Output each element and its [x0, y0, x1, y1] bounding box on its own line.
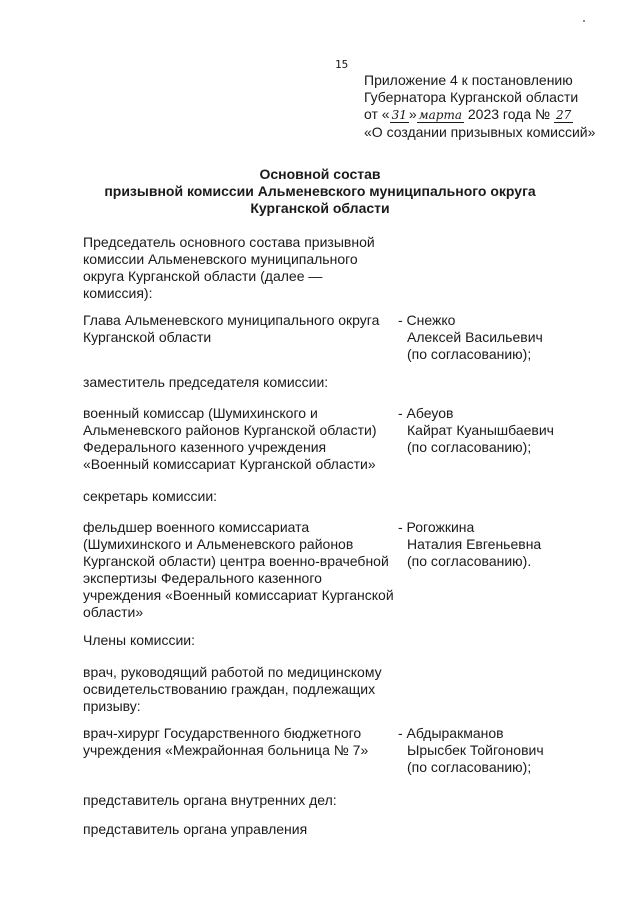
person-note: (по согласованию); [407, 346, 532, 362]
person-name: Наталия Евгеньевна [407, 536, 542, 552]
surgeon-role [83, 725, 403, 759]
document-title [0, 166, 640, 217]
person-surname: - Снежко [398, 312, 456, 328]
person-note: (по согласованию); [407, 439, 532, 455]
members-header: Члены комиссии: [83, 632, 196, 648]
role-line: фельдшер военного комиссариата [83, 519, 310, 535]
role-line: Глава Альменевского муниципального округа [83, 312, 380, 328]
doctor-header [83, 664, 382, 715]
chairman-header [83, 234, 375, 302]
chairman-header-line: округа Курганской области (далее — [83, 268, 323, 284]
secretary-role [83, 519, 403, 621]
person-name: Алексей Васильевич [407, 329, 543, 345]
role-line: врач-хирург Государственного бюджетного [83, 725, 362, 741]
appendix-header [364, 72, 595, 141]
chairman-person [398, 312, 543, 363]
role-line: учреждения «Военный комиссариат Курганской [83, 587, 394, 603]
role-line: области» [83, 604, 144, 620]
person-surname: - Рогожкина [398, 519, 475, 535]
handwritten-month: марта [418, 108, 462, 122]
role-line: Альменевского районов Курганской области) [83, 422, 377, 438]
person-note: (по согласованию); [407, 759, 532, 775]
appendix-line-4: «О создании призывных комиссий» [364, 124, 596, 140]
appendix-line-1: Приложение 4 к постановлению [364, 72, 573, 88]
person-name: Ырысбек Тойгонович [407, 742, 544, 758]
doctor-header-line: призыву: [83, 698, 141, 714]
chairman-header-line: комиссия): [83, 285, 153, 301]
title-line-1: Основной состав [259, 166, 381, 182]
chairman-header-line: комиссии Альменевского муниципального [83, 251, 358, 267]
secretary-header: секретарь комиссии: [83, 488, 218, 504]
appendix-date-quote: » [408, 106, 417, 122]
role-line: Курганской области [83, 329, 212, 345]
chairman-header-line: Председатель основного состава призывной [83, 234, 375, 250]
person-note: (по согласованию). [407, 553, 532, 569]
chairman-role [83, 312, 403, 346]
title-line-3: Курганской области [250, 200, 390, 216]
deputy-role [83, 405, 403, 473]
deputy-header: заместитель председателя комиссии: [83, 374, 329, 390]
person-surname: - Абдыракманов [398, 725, 504, 741]
role-line: военный комиссар (Шумихинского и [83, 405, 318, 421]
appendix-date-prefix: от « [364, 106, 390, 122]
appendix-year: 2023 года № [463, 106, 554, 122]
surgeon-person [398, 725, 544, 776]
police-header: представитель органа внутренних дел: [83, 792, 337, 808]
deputy-person [398, 405, 554, 456]
role-line: учреждения «Межрайонная больница № 7» [83, 742, 369, 758]
doctor-header-line: врач, руководящий работой по медицинскому [83, 664, 382, 680]
role-line: экспертизы Федерального казенного [83, 570, 322, 586]
secretary-person [398, 519, 541, 570]
title-line-2: призывной комиссии Альменевского муниципального округа [104, 183, 536, 199]
handwritten-number: 27 [555, 108, 572, 122]
role-line: Федерального казенного учреждения [83, 439, 327, 455]
role-line: «Военный комиссариат Курганской области» [83, 456, 376, 472]
scan-artifact [583, 20, 585, 22]
role-line: Курганской области) центра военно-врачебной [83, 553, 389, 569]
appendix-line-3 [364, 106, 595, 124]
doctor-header-line: освидетельствованию граждан, подлежащих [83, 681, 376, 697]
handwritten-day: 31 [391, 108, 407, 122]
person-name: Кайрат Куанышбаевич [407, 422, 554, 438]
person-surname: - Абеуов [398, 405, 454, 421]
role-line: (Шумихинского и Альменевского районов [83, 536, 354, 552]
page-number: 15 [335, 58, 349, 71]
management-header: представитель органа управления [83, 821, 308, 837]
appendix-line-2: Губернатора Курганской области [364, 89, 579, 105]
